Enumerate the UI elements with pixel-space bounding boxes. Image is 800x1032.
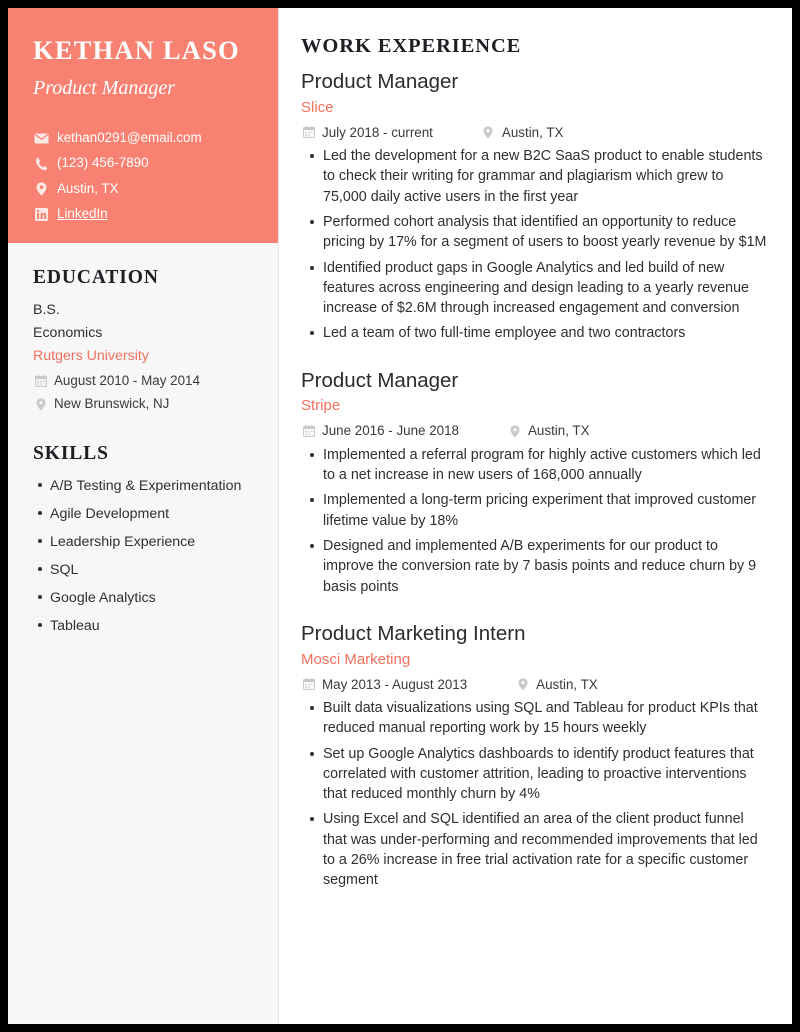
job-location (515, 674, 598, 695)
list-item: A/B Testing & Experimentation (50, 475, 253, 497)
job-dates-text: May 2013 - August 2013 (322, 676, 468, 692)
job-dates (301, 674, 467, 695)
education-field: Economics (33, 325, 103, 341)
location-pin-icon (515, 678, 530, 691)
education-heading: EDUCATION (33, 267, 159, 288)
contact-email-text: kethan0291@email.com (57, 130, 202, 146)
calendar-icon (301, 126, 316, 138)
education-location-text: New Brunswick, NJ (54, 396, 170, 412)
location-pin-icon (507, 425, 522, 438)
location-pin-icon (33, 182, 50, 196)
envelope-icon (33, 133, 50, 144)
list-item: Using Excel and SQL identified an area of the client product funnel that was under-performing and recommended improvements that led to a 26% increase in free trial activation rate for a specific customer segment (323, 809, 768, 890)
job-bullets (301, 445, 768, 597)
job-dates (301, 420, 459, 441)
contact-phone-text: (123) 456-7890 (57, 155, 149, 171)
job-location (507, 420, 590, 441)
list-item: Led a team of two full-time employee and two contractors (323, 323, 768, 343)
skills-list (33, 475, 253, 637)
list-item: Implemented a long-term pricing experiment that improved customer lifetime value by 18% (323, 490, 768, 531)
list-item: Built data visualizations using SQL and Tableau for product KPIs that reduced manual reporting work by 15 hours weekly (323, 698, 768, 739)
list-item: Led the development for a new B2C SaaS product to enable students to check their writing for grammar and plagiarism which grew to 75,000 daily active users in the first year (323, 146, 768, 207)
linkedin-icon (33, 208, 50, 221)
education-location (33, 393, 253, 414)
contact-location-text: Austin, TX (57, 180, 119, 196)
education-section (8, 243, 278, 415)
job-company: Slice (301, 98, 334, 116)
job-entry (301, 368, 768, 597)
list-item: SQL (50, 559, 253, 581)
list-item: Leadership Experience (50, 531, 253, 553)
education-dates (33, 370, 253, 391)
list-item: Identified product gaps in Google Analytics and led build of new features across engineering and design leading to a yearly revenue increase of $2.6M through increased engagement and conversion (323, 258, 768, 319)
job-bullets (301, 146, 768, 344)
job-company: Mosci Marketing (301, 650, 411, 668)
education-degree: B.S. (33, 302, 60, 318)
job-meta (301, 674, 768, 695)
job-company: Stripe (301, 397, 341, 415)
location-pin-icon (33, 398, 48, 411)
job-title: Product Manager (301, 368, 459, 392)
list-item: Set up Google Analytics dashboards to identify product features that correlated with customer attrition, leading to proactive interventions that reduced monthly churn by 4% (323, 744, 768, 805)
location-pin-icon (481, 126, 496, 139)
job-location-text: Austin, TX (528, 423, 590, 439)
job-meta (301, 122, 768, 143)
list-item: Designed and implemented A/B experiments for our product to improve the conversion rate by 7 basis points and reduce churn by 9 basis points (323, 536, 768, 597)
candidate-job-title: Product Manager (33, 77, 176, 100)
work-experience-section (279, 8, 792, 1024)
calendar-icon (33, 375, 48, 387)
contact-location (33, 181, 253, 198)
phone-icon (33, 157, 50, 171)
skills-section (8, 415, 278, 637)
list-item: Agile Development (50, 503, 253, 525)
contact-list (33, 130, 253, 223)
candidate-name: KETHAN LASO (33, 35, 240, 65)
resume-page (8, 8, 792, 1024)
job-entry (301, 69, 768, 344)
job-title: Product Marketing Intern (301, 621, 526, 645)
job-title: Product Manager (301, 70, 459, 93)
job-entry (301, 621, 768, 891)
sidebar (8, 8, 279, 1024)
calendar-icon (301, 425, 316, 437)
list-item: Tableau (50, 615, 253, 637)
calendar-icon (301, 678, 316, 690)
job-meta (301, 420, 768, 441)
education-school: Rutgers University (33, 348, 149, 364)
contact-linkedin-link[interactable]: LinkedIn (57, 205, 108, 221)
header-block (8, 8, 278, 243)
list-item: Google Analytics (50, 587, 253, 609)
list-item: Implemented a referral program for highly active customers which led to a net increase in new users of 168,000 annually (323, 445, 768, 486)
contact-phone (33, 155, 253, 172)
job-location-text: Austin, TX (501, 124, 564, 140)
work-experience-heading: WORK EXPERIENCE (301, 35, 522, 57)
contact-email (33, 130, 253, 147)
education-dates-text: August 2010 - May 2014 (54, 373, 200, 388)
job-dates (301, 122, 433, 143)
job-dates-text: July 2018 - current (322, 124, 433, 140)
job-location-text: Austin, TX (536, 676, 598, 692)
skills-heading: SKILLS (33, 442, 109, 464)
list-item: Performed cohort analysis that identified an opportunity to reduce pricing by 17% for a segment of users to boost yearly revenue by $1M (323, 212, 768, 253)
job-bullets (301, 698, 768, 891)
job-location (481, 122, 564, 143)
contact-linkedin[interactable] (33, 206, 253, 223)
job-dates-text: June 2016 - June 2018 (322, 423, 459, 439)
